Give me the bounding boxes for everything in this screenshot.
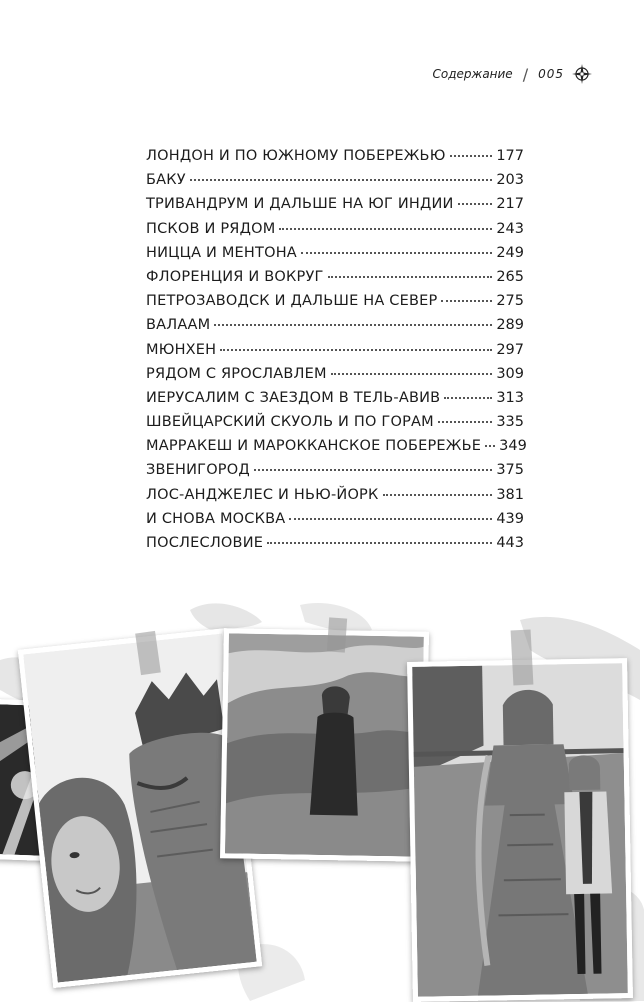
- toc-entry-title: ПСКОВ И РЯДОМ: [146, 220, 276, 237]
- toc-entry-title: ЗВЕНИГОРОД: [146, 462, 250, 479]
- dot-leader: [383, 494, 493, 496]
- toc-entry-title: МАРРАКЕШ И МАРОККАНСКОЕ ПОБЕРЕЖЬЕ: [146, 438, 482, 455]
- toc-entry-title: ЛОНДОН И ПО ЮЖНОМУ ПОБЕРЕЖЬЮ: [146, 148, 446, 164]
- toc-entry-page: 381: [496, 486, 524, 503]
- toc-entry-page: 275: [496, 293, 524, 310]
- toc-entry-page: 443: [496, 535, 524, 551]
- tape-strip: [327, 617, 347, 652]
- dot-leader: [214, 324, 492, 326]
- tape-strip: [511, 630, 534, 686]
- toc-entry-page: 309: [496, 365, 524, 382]
- toc-entry: [146, 535, 524, 559]
- photo-collage: [0, 590, 644, 1001]
- toc-entry: [146, 196, 524, 220]
- dot-leader: [301, 252, 492, 254]
- dot-leader: [220, 349, 492, 351]
- toc-entry-title: ТРИВАНДРУМ И ДАЛЬШЕ НА ЮГ ИНДИИ: [146, 196, 454, 213]
- toc-entry: [146, 221, 524, 245]
- dot-leader: [450, 155, 493, 157]
- toc-entry: [146, 342, 524, 366]
- dot-leader: [485, 445, 495, 447]
- photo-straw-sculpture: [407, 658, 633, 1002]
- toc-entry-title: БАКУ: [146, 172, 186, 189]
- photo-mountains: [220, 628, 429, 862]
- toc-entry-title: ПЕТРОЗАВОДСК И ДАЛЬШЕ НА СЕВЕР: [146, 293, 438, 310]
- toc-entry-title: ИЕРУСАЛИМ С ЗАЕЗДОМ В ТЕЛЬ-АВИВ: [146, 389, 441, 406]
- toc-entry-page: 249: [496, 244, 524, 261]
- toc-entry-page: 439: [496, 510, 524, 527]
- toc-entry-title: РЯДОМ С ЯРОСЛАВЛЕМ: [146, 365, 327, 382]
- toc-entry-title: ЛОС-АНДЖЕЛЕС И НЬЮ-ЙОРК: [146, 486, 379, 503]
- running-head: [432, 64, 592, 84]
- toc-entry-page: 297: [496, 341, 524, 358]
- compass-icon: [572, 64, 592, 84]
- dot-leader: [289, 518, 492, 520]
- dot-leader: [254, 469, 492, 471]
- toc-entry-page: 265: [496, 268, 524, 285]
- toc-entry: [146, 317, 524, 341]
- dot-leader: [444, 397, 492, 399]
- toc-entry-page: 243: [496, 220, 524, 237]
- separator-slash: /: [522, 64, 529, 84]
- toc-entry-title: ФЛОРЕНЦИЯ И ВОКРУГ: [146, 268, 324, 285]
- toc-entry-title: НИЦЦА И МЕНТОНА: [146, 244, 297, 261]
- toc-entry: [146, 462, 524, 486]
- table-of-contents: [146, 148, 527, 559]
- dot-leader: [328, 276, 493, 278]
- toc-entry-page: 203: [496, 172, 524, 189]
- toc-entry-page: 349: [499, 438, 527, 455]
- toc-entry-page: 313: [496, 389, 524, 406]
- dot-leader: [279, 228, 492, 230]
- dot-leader: [441, 300, 492, 302]
- toc-entry-title: ВАЛААМ: [146, 317, 211, 334]
- toc-entry: [146, 245, 524, 269]
- toc-entry: [146, 293, 524, 317]
- section-title: Содержание: [432, 67, 513, 81]
- toc-entry-title: ШВЕЙЦАРСКИЙ СКУОЛЬ И ПО ГОРАМ: [146, 414, 434, 431]
- dot-leader: [190, 179, 493, 181]
- toc-entry: [146, 414, 524, 438]
- toc-entry-title: И СНОВА МОСКВА: [146, 510, 286, 527]
- page-number: 005: [538, 67, 564, 81]
- toc-entry: [146, 390, 524, 414]
- dot-leader: [267, 542, 492, 544]
- dot-leader: [458, 203, 493, 205]
- toc-entry: [146, 148, 524, 172]
- toc-entry: [146, 269, 524, 293]
- toc-entry-page: 289: [496, 317, 524, 334]
- dot-leader: [331, 373, 493, 375]
- toc-entry-page: 335: [496, 414, 524, 431]
- toc-entry: [146, 172, 524, 196]
- toc-entry-title: ПОСЛЕСЛОВИЕ: [146, 535, 264, 551]
- toc-entry-page: 375: [496, 462, 524, 479]
- toc-entry: [146, 366, 524, 390]
- toc-entry: [146, 438, 527, 462]
- toc-entry-page: 177: [496, 148, 524, 164]
- dot-leader: [438, 421, 492, 423]
- toc-entry: [146, 511, 524, 535]
- toc-entry-page: 217: [496, 196, 524, 213]
- toc-entry: [146, 487, 524, 511]
- toc-entry-title: МЮНХЕН: [146, 341, 217, 358]
